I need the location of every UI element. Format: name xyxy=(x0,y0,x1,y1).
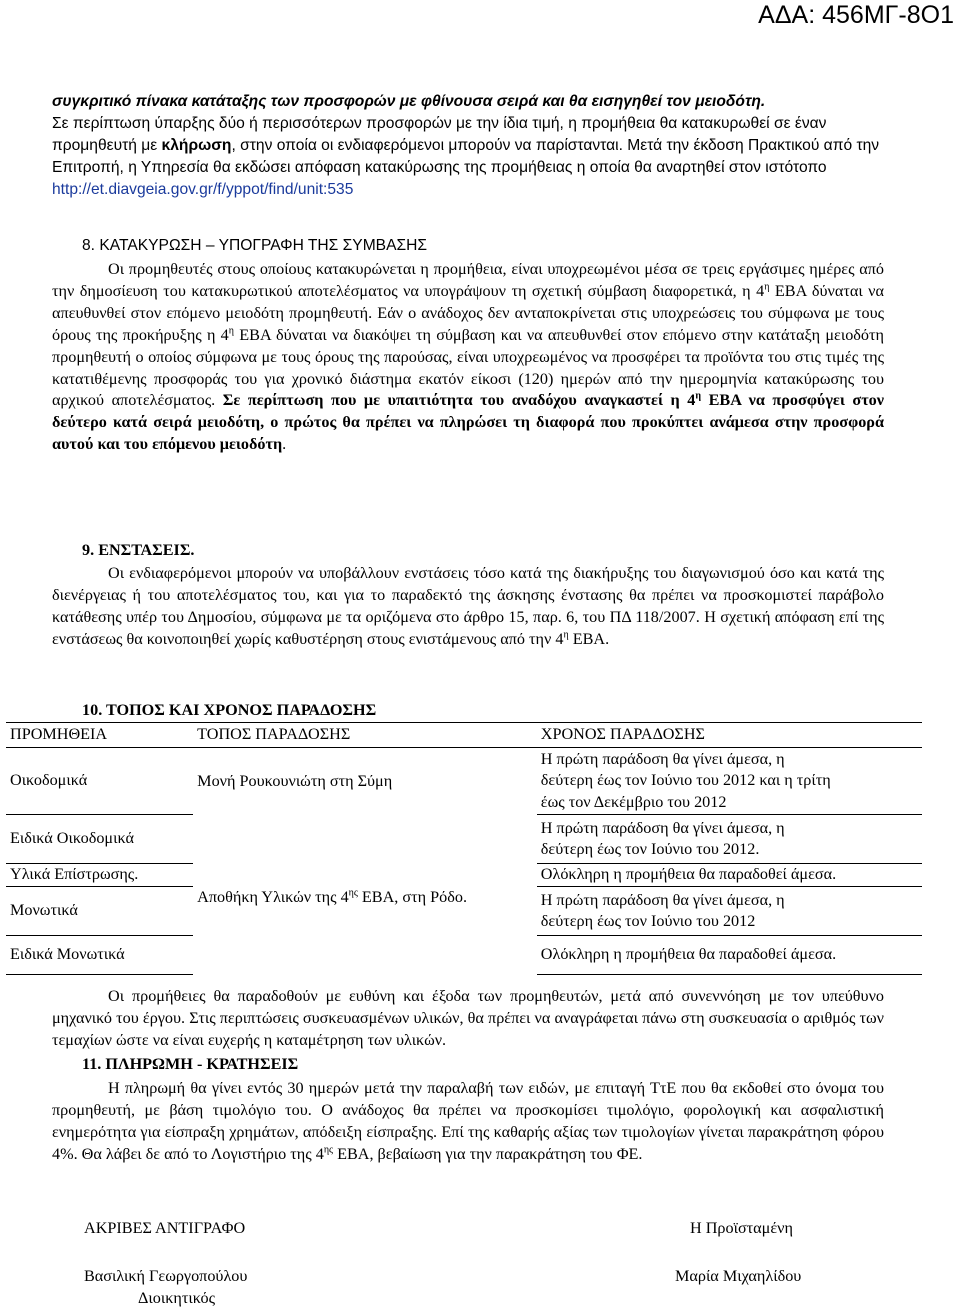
section-9-title: 9. ΕΝΣΤΑΣΕΙΣ. xyxy=(82,541,195,559)
delivery-table xyxy=(6,722,922,975)
section-10-title: 10. ΤΟΠΟΣ ΚΑΙ ΧΡΟΝΟΣ ΠΑΡΑΔΟΣΗΣ xyxy=(82,701,377,719)
s11-text-2: ΕΒΑ, βεβαίωση για την παρακράτηση του ΦΕ. xyxy=(333,1144,643,1163)
ada-code: ΑΔΑ: 456ΜΓ-8Ο1 xyxy=(758,1,954,29)
left-signature-name: Βασιλική Γεωργοπούλου xyxy=(84,1267,248,1285)
section-8-title: 8. ΚΑΤΑΚΥΡΩΣΗ – ΥΠΟΓΡΑΦΗ ΤΗΣ ΣΥΜΒΑΣΗΣ xyxy=(82,237,428,254)
s8-text-1: Οι προμηθευτές στους οποίους κατακυρώνεται η προμήθεια, είναι υποχρεωμένοι μέσα σε τρεις εργάσιμες ημέρες από την δημοσίευση του κατακυρωτικού αποτελέσματος να υπογράψουν τη σχετική σύμβαση διαφορετικά, η 4 xyxy=(52,260,884,300)
row-item: Υλικά Επίστρωσης. xyxy=(6,864,193,887)
time-line: Η πρώτη παράδοση θα γίνει άμεσα, η xyxy=(540,749,785,768)
s11-text-1: Η πληρωμή θα γίνει εντός 30 ημερών μετά την παραλαβή των ειδών, με επιταγή ΤτΕ που θα εκδοθεί στο όνομα του προμηθευτή, με βάση τιμολόγιο του. Ο ανάδοχος θα πρέπει να προσκομίσει τιμολόγιο, φορολογική και ασφαλιστική ενημερότητα για είσπραξη χρημάτων, απόδειξη είσπραξης. Επί της καθαρής αξίας των τιμολογίων γίνεται παρακράτηση φόρου 4%. Θα λάβει δε από το Λογιστήριο της 4 xyxy=(52,1079,884,1163)
section-10-paragraph: Οι προμήθειες θα παραδοθούν με ευθύνη και έξοδα των προμηθευτών, μετά από συνεννόηση με τον υπεύθυνο μηχανικό του έργου. Στις περιπτώσεις συσκευασμένων υλικών, θα πρέπει να αναγράφεται πάνω στη συσκευασία ο αριθμός των τεμαχίων ώστε να είναι ευχερής η καταμέτρηση των υλικών. xyxy=(52,987,884,1049)
section-11-paragraph xyxy=(52,1078,884,1166)
s8-bold-2: ΕΒΑ να προσφύγει στον δεύτερο κατά σειρά μειοδότη, ο πρώτος θα πρέπει να πληρώσει τη διαφορά που προκύπτει ανάμεσα στην προσφορά αυτού και του επόμενου μειοδότη xyxy=(52,391,884,454)
s9-text-2: ΕΒΑ. xyxy=(568,629,610,648)
row-time: Ολόκληρη η προμήθεια θα παραδοθεί άμεσα. xyxy=(537,864,922,887)
diavgeia-link[interactable]: http://et.diavgeia.gov.gr/f/yppot/find/unit:535 xyxy=(52,180,354,198)
table-row xyxy=(6,748,922,815)
s8-end: . xyxy=(282,435,287,454)
left-signature-title: ΑΚΡΙΒΕΣ ΑΝΤΙΓΡΑΦΟ xyxy=(84,1219,246,1237)
s8-sup-2: η xyxy=(228,325,235,337)
s8-text-3: ΕΒΑ δύναται να διακόψει τη σύμβαση και να απευθυνθεί στον επόμενο στην κατάταξη μειοδότη προμηθευτή ο οποίος σύμφωνα με τους όρους της παρούσας, είναι υποχρεωμένος να προσφέρει τα προϊόντα του στις τιμές της κατατιθέμενης προσφοράς του για χρονικό διάστημα εκατόν είκοσι (120) ημερών από την ημερομηνία κατακύρωσης του αρχικού αποτελέσματος. xyxy=(52,325,885,410)
time-line: δεύτερη έως τον Ιούνιο του 2012 και η τρίτη xyxy=(540,771,831,790)
right-signature-name: Μαρία Μιχαηλίδου xyxy=(675,1267,802,1285)
intro-bold-word: κλήρωση xyxy=(161,136,232,154)
left-signature-role: Διοικητικός xyxy=(138,1289,216,1307)
time-line: Η πρώτη παράδοση θα γίνει άμεσα, η xyxy=(540,818,785,837)
row-item: Μονωτικά xyxy=(6,887,193,936)
intro-block xyxy=(52,91,884,201)
table-header-row xyxy=(6,723,922,748)
time-line: έως τον Δεκέμβριο του 2012 xyxy=(540,792,727,811)
row-time: Ολόκληρη η προμήθεια θα παραδοθεί άμεσα. xyxy=(537,936,922,975)
section-10-after xyxy=(52,986,884,1052)
time-line: δεύτερη έως τον Ιούνιο του 2012 xyxy=(540,912,756,930)
s8-sup-1: η xyxy=(764,281,770,293)
row-item: Ειδικά Μονωτικά xyxy=(6,936,193,975)
shared-place-sup: ης xyxy=(348,887,358,899)
shared-place xyxy=(193,815,537,975)
row-place: Μονή Ρουκουνιώτη στη Σύμη xyxy=(197,771,393,790)
table-row xyxy=(6,815,922,864)
shared-place-b: ΕΒΑ, στη Ρόδο. xyxy=(357,887,467,906)
section-11-body xyxy=(52,1078,884,1166)
section-9-paragraph xyxy=(52,563,884,651)
row-time xyxy=(537,748,922,815)
time-line: Η πρώτη παράδοση θα γίνει άμεσα, η xyxy=(540,890,785,909)
row-time xyxy=(537,815,922,864)
row-time xyxy=(537,887,922,936)
intro-paragraph xyxy=(52,113,884,201)
s8-bold-1: Σε περίπτωση που με υπαιτιότητα του αναδόχου αναγκαστεί η 4 xyxy=(222,391,696,410)
s8-sup-3: η xyxy=(695,391,702,403)
s9-text-1: Οι ενδιαφερόμενοι μπορούν να υποβάλλουν ενστάσεις τόσο κατά της διακήρυξης του διαγωνισμού όσο και κατά της διενέργειας ή του αποτελέσματος του, και για το παραδεκτό της άσκησης ένστασης θα πρέπει να προσκομιστεί παράβολο κατάθεσης υπέρ του Δημοσίου, σύμφωνα με τα οριζόμενα στο άρθρο 15, παρ. 6, του ΠΔ 118/2007. Η σχετική απόφαση επί της ενστάσεως θα κοινοποιηθεί χωρίς καθυστέρηση στους ενιστάμενους από την 4 xyxy=(52,564,884,648)
section-8-paragraph xyxy=(52,259,884,456)
intro-text-a: Σε περίπτωση ύπαρξης δύο ή περισσότερων προσφορών με την ίδια τιμή, η προμήθεια θα κατακυρωθεί σε έναν προμηθευτή με xyxy=(52,114,827,154)
s9-sup: η xyxy=(563,629,569,641)
section-9-body xyxy=(52,563,884,651)
s11-sup: ης xyxy=(323,1144,334,1156)
intro-text-b: , στην οποία οι ενδιαφερόμενοι μπορούν να παρίστανται. Μετά την έκδοση Πρακτικού από την Επιτροπή, η Υπηρεσία θα εκδώσει απόφαση κατακύρωσης της προμήθειας η οποία θα αναρτηθεί στον ιστότοπο xyxy=(52,136,880,176)
time-line: δεύτερη έως τον Ιούνιο του 2012. xyxy=(540,840,760,858)
row-item: Ειδικά Οικοδομικά xyxy=(6,815,193,864)
shared-place-a: Αποθήκη Υλικών της 4 xyxy=(197,887,349,906)
s8-text-2: ΕΒΑ δύναται να απευθυνθεί στον επόμενο μειοδότη προμηθευτή. Εάν ο ανάδοχος δεν ανταποκρίνεται στις υποχρεώσεις του σύμφωνα με τους όρους της προκήρυξης η 4 xyxy=(52,281,884,344)
section-11-title: 11. ΠΛΗΡΩΜΗ - ΚΡΑΤΗΣΕΙΣ xyxy=(82,1055,299,1073)
section-8-body xyxy=(52,259,884,456)
header-place: ΤΟΠΟΣ ΠΑΡΑΔΟΣΗΣ xyxy=(193,723,537,748)
row-item: Οικοδομικά xyxy=(10,771,88,790)
intro-bold-line: συγκριτικό πίνακα κατάταξης των προσφορών με φθίνουσα σειρά και θα εισηγηθεί τον μειοδότη. xyxy=(52,93,766,110)
right-signature-title: Η Προϊσταμένη xyxy=(690,1219,793,1237)
header-time: ΧΡΟΝΟΣ ΠΑΡΑΔΟΣΗΣ xyxy=(537,723,922,748)
header-item: ΠΡΟΜΗΘΕΙΑ xyxy=(6,723,193,748)
